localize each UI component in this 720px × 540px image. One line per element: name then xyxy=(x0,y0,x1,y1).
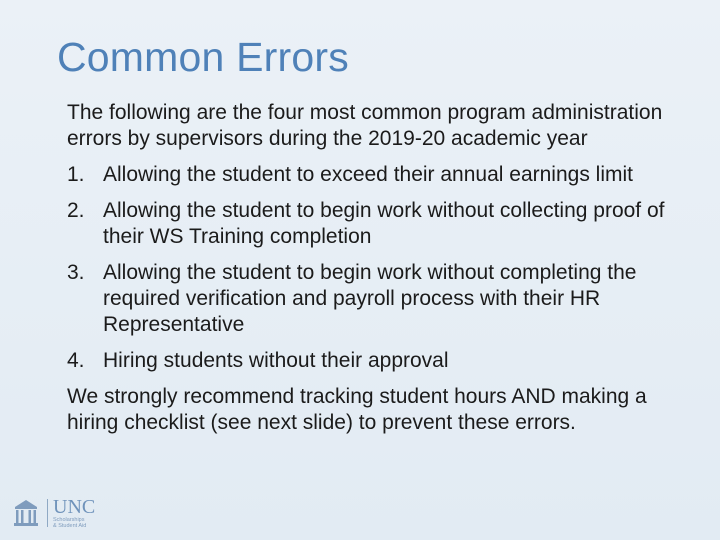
closing-paragraph: We strongly recommend tracking student hours AND making a hiring checklist (see next slide) to prevent these errors. xyxy=(67,385,647,434)
list-item-text: Allowing the student to begin work without completing the required verification and payroll process with their HR Representative xyxy=(103,261,637,336)
list-item xyxy=(67,348,677,374)
list-number: 3. xyxy=(67,261,85,284)
logo-subtitle-line1: Scholarships xyxy=(53,517,85,523)
slide-title: Common Errors xyxy=(57,34,349,80)
list-number: 2. xyxy=(67,199,85,222)
errors-list xyxy=(67,162,677,374)
list-item-text: Hiring students without their approval xyxy=(103,349,449,372)
intro-paragraph: The following are the four most common program administration errors by supervisors during the 2019-20 academic year xyxy=(67,101,663,150)
list-item xyxy=(67,198,677,250)
list-item-text: Allowing the student to begin work without collecting proof of their WS Training completion xyxy=(103,199,665,248)
list-number: 4. xyxy=(67,349,85,372)
logo-wordmark: UNC xyxy=(53,496,96,518)
list-item-text: Allowing the student to exceed their annual earnings limit xyxy=(103,163,633,186)
list-number: 1. xyxy=(67,163,85,186)
old-well-icon xyxy=(13,499,39,527)
slide-body xyxy=(67,100,677,446)
list-item xyxy=(67,162,677,188)
unc-logo xyxy=(13,496,96,529)
list-item xyxy=(67,260,677,338)
logo-divider xyxy=(47,499,48,527)
logo-subtitle-line2: & Student Aid xyxy=(53,523,87,529)
